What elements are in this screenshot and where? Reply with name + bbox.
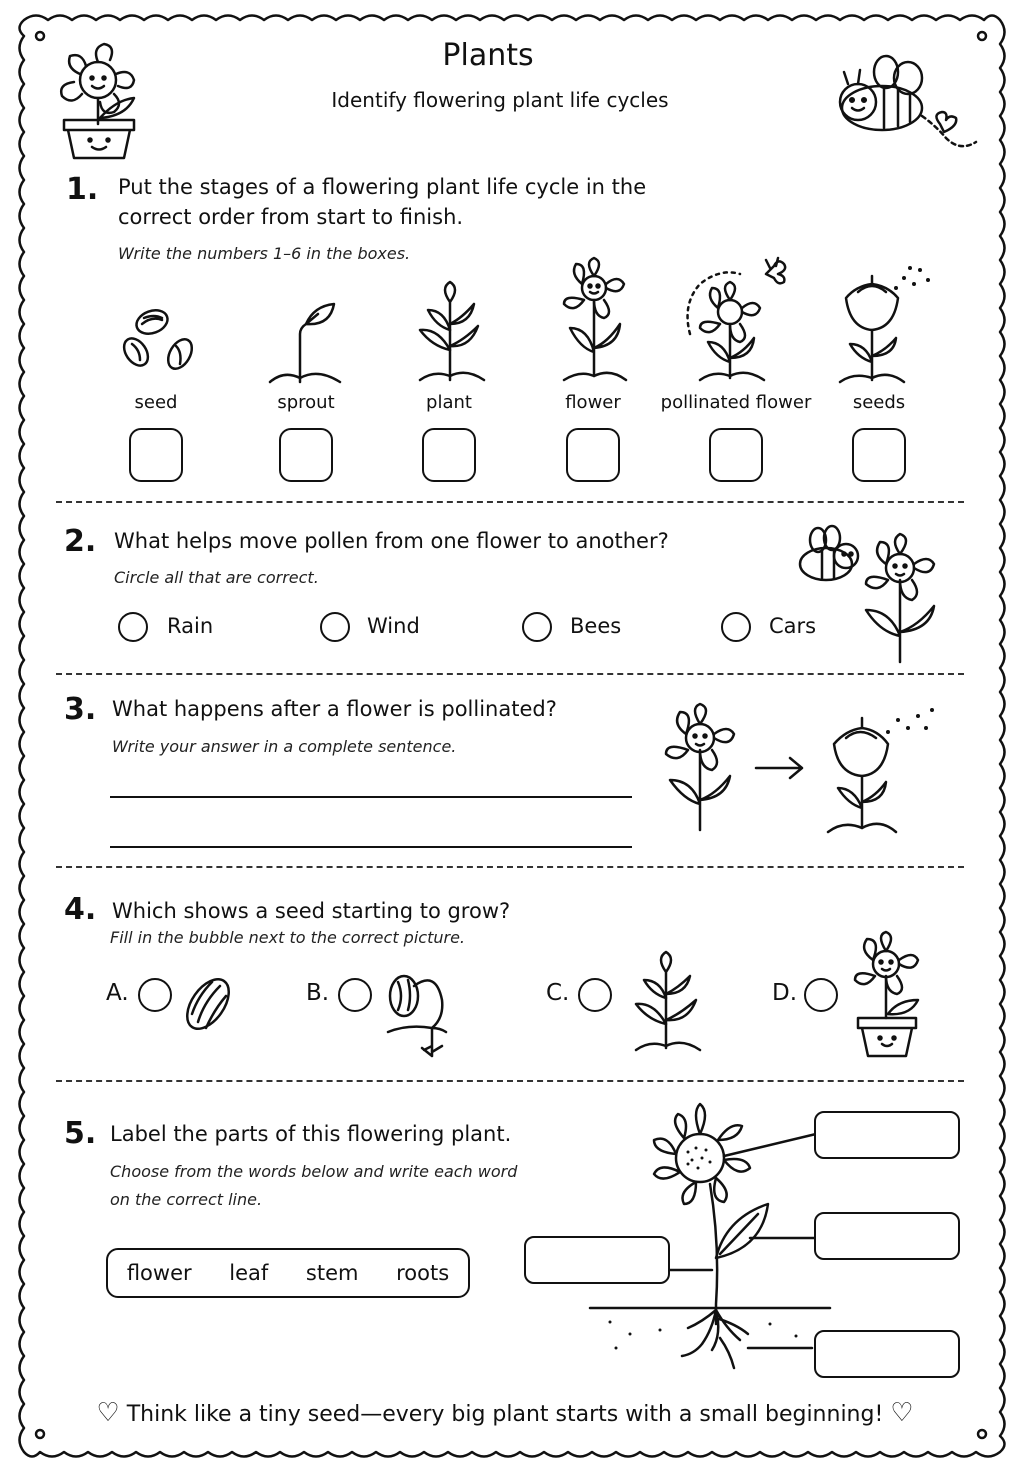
flower-icon [552, 256, 636, 386]
question-3-text: What happens after a flower is pollinated? [112, 697, 557, 721]
arrow-right-icon [752, 754, 808, 782]
option-c-bubble[interactable] [578, 978, 612, 1012]
option-d-bubble[interactable] [804, 978, 838, 1012]
label-box-roots[interactable] [814, 1330, 960, 1378]
section-divider [56, 866, 964, 868]
word-stem: stem [305, 1261, 359, 1285]
answer-box-plant[interactable] [422, 428, 476, 482]
label-box-leaf[interactable] [814, 1212, 960, 1260]
question-5-number: 5. [64, 1116, 97, 1151]
question-4-instruction: Fill in the bubble next to the correct picture. [110, 928, 465, 947]
label-box-flower[interactable] [814, 1111, 960, 1159]
answer-box-seeds[interactable] [852, 428, 906, 482]
young-plant-option-icon [628, 952, 704, 1056]
page-title: Plants [442, 38, 534, 73]
option-wind-bubble[interactable] [320, 612, 350, 642]
question-1-instruction: Write the numbers 1–6 in the boxes. [118, 244, 411, 263]
answer-box-sprout[interactable] [279, 428, 333, 482]
question-2-text: What helps move pollen from one flower to another? [114, 529, 669, 553]
section-divider [56, 1080, 964, 1082]
question-4-text: Which shows a seed starting to grow? [112, 899, 511, 923]
young-plant-icon [410, 280, 490, 388]
option-a-letter: A. [106, 980, 129, 1006]
footer-text: Think like a tiny seed—every big plant starts with a small beginning! [126, 1402, 884, 1427]
option-c-letter: C. [546, 980, 570, 1006]
question-1-number: 1. [66, 172, 99, 207]
option-a-bubble[interactable] [138, 978, 172, 1012]
option-d-letter: D. [772, 980, 798, 1006]
word-flower: flower [126, 1261, 192, 1285]
word-bank [106, 1248, 470, 1298]
potted-flower-icon [850, 932, 930, 1060]
germinating-seed-icon [384, 966, 448, 1062]
stage-label-flower: flower [565, 392, 621, 413]
option-rain-bubble[interactable] [118, 612, 148, 642]
heart-icon: ♡ [96, 1398, 120, 1428]
question-4-number: 4. [64, 892, 97, 927]
option-cars-label[interactable]: Cars [769, 614, 817, 638]
sprout-icon [266, 298, 346, 388]
question-1-text-line1: Put the stages of a flowering plant life cycle in the [118, 175, 647, 199]
flower-before-icon [660, 704, 744, 834]
label-box-stem[interactable] [524, 1236, 670, 1284]
section-divider [56, 673, 964, 675]
section-divider [56, 501, 964, 503]
option-cars-bubble[interactable] [721, 612, 751, 642]
question-3-instruction: Write your answer in a complete sentence. [112, 737, 457, 756]
question-2-instruction: Circle all that are correct. [114, 568, 319, 587]
footer-message [0, 1398, 1010, 1428]
option-bees-label[interactable]: Bees [570, 614, 622, 638]
question-5-instruction-line1: Choose from the words below and write each word [110, 1162, 518, 1181]
seed-pod-icon [832, 262, 942, 386]
page-subtitle: Identify flowering plant life cycles [331, 88, 669, 112]
question-2-number: 2. [64, 524, 97, 559]
option-rain-label[interactable]: Rain [167, 614, 214, 638]
answer-box-pollinated-flower[interactable] [709, 428, 763, 482]
question-5-text: Label the parts of this flowering plant. [110, 1122, 512, 1146]
question-3-number: 3. [64, 692, 97, 727]
pollinated-flower-icon [680, 254, 800, 386]
answer-box-flower[interactable] [566, 428, 620, 482]
answer-line-1[interactable] [110, 796, 632, 798]
stage-label-seeds: seeds [852, 392, 906, 413]
stage-label-pollinated-flower: pollinated flower [660, 392, 812, 413]
option-wind-label[interactable]: Wind [367, 614, 420, 638]
word-leaf: leaf [229, 1261, 269, 1285]
stage-label-plant: plant [426, 392, 472, 413]
seed-pod-after-icon [822, 704, 942, 838]
word-roots: roots [396, 1261, 450, 1285]
answer-box-seed[interactable] [129, 428, 183, 482]
bee-and-flower-icon [796, 524, 946, 664]
seeds-icon [118, 304, 198, 374]
answer-line-2[interactable] [110, 846, 632, 848]
seed-icon [180, 972, 240, 1036]
option-b-bubble[interactable] [338, 978, 372, 1012]
option-b-letter: B. [306, 980, 330, 1006]
question-1-text-line2: correct order from start to finish. [118, 205, 464, 229]
stage-label-sprout: sprout [277, 392, 335, 413]
option-bees-bubble[interactable] [522, 612, 552, 642]
question-5-instruction-line2: on the correct line. [110, 1190, 263, 1209]
heart-icon: ♡ [890, 1398, 914, 1428]
stage-label-seed: seed [134, 392, 178, 413]
